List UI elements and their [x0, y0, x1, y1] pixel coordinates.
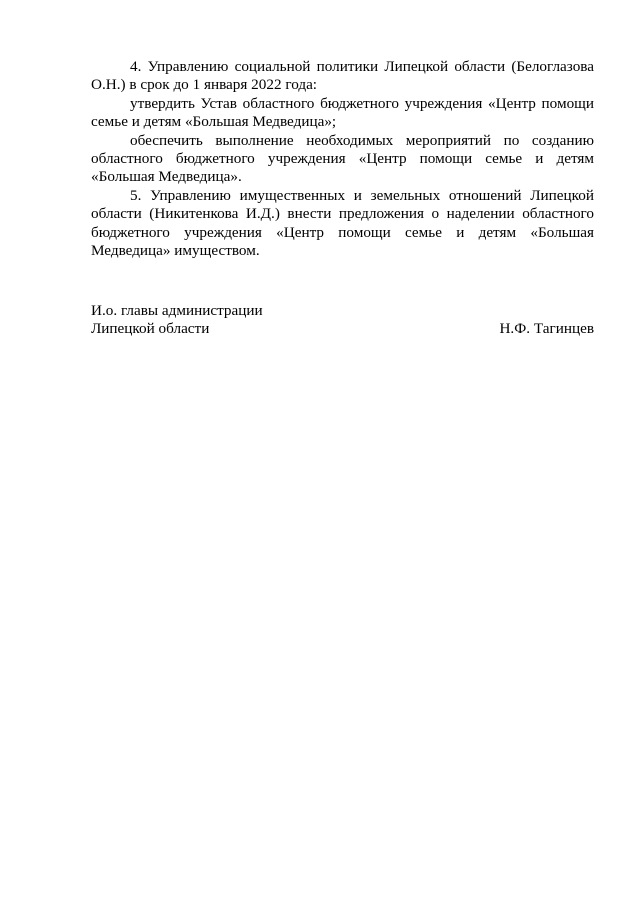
- signatory-position-line2: Липецкой области: [91, 320, 210, 338]
- paragraph-approve-charter: утвердить Устав областного бюджетного учреждения «Центр помощи семье и детям «Большая Медведица»;: [91, 94, 594, 131]
- signature-block: [91, 302, 594, 339]
- paragraph-item-5: 5. Управлению имущественных и земельных отношений Липецкой области (Никитенкова И.Д.) внести предложения о наделении областного бюджетного учреждения «Центр помощи семье и детям «Большая Медведица» имуществом.: [91, 186, 594, 260]
- signatory-position-line1: И.о. главы администрации: [91, 302, 263, 319]
- paragraph-ensure-measures: обеспечить выполнение необходимых мероприятий по созданию областного бюджетного учреждения «Центр помощи семье и детям «Большая Медведица».: [91, 131, 594, 186]
- signatory-name: Н.Ф. Тагинцев: [499, 320, 594, 338]
- signature-line: [91, 320, 594, 338]
- paragraph-item-4: 4. Управлению социальной политики Липецкой области (Белоглазова О.Н.) в срок до 1 января 2022 года:: [91, 58, 594, 94]
- document-body: [91, 58, 594, 260]
